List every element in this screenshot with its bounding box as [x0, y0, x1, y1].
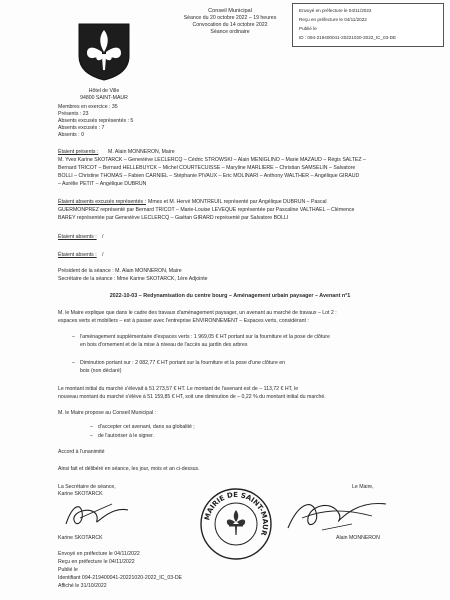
footer-note-1: Envoyé en préfecture le 04/11/2022: [58, 551, 140, 557]
bullet-1-line-1: l'aménagement supplémentaire d'espaces verts : 1 969,05 € HT portant sur la fourniture et la pose de clôture: [80, 334, 330, 340]
absents-label: Étaient absents :: [58, 252, 97, 258]
absents-excused-label: Étaient absents :: [58, 234, 97, 240]
session-date: Séance du 20 octobre 2022 – 19 heures: [183, 15, 277, 21]
stat-members: Membres en exercice : 35: [58, 104, 118, 110]
mayor-signature-title: Le Maire,: [352, 484, 374, 490]
presents-line-1: M. Alain MONNERON, Maire: [108, 149, 175, 155]
logo-caption-line-2: 94800 SAINT-MAUR: [80, 95, 128, 101]
represented-label: Étaient absents excusés représentés :: [58, 199, 146, 205]
stat-represented: Absents excusés représentés : 5: [58, 118, 134, 124]
stamp-line-1: Envoyé en préfecture le 04/11/2022: [299, 8, 372, 13]
footer-note-4: Identifiant 094-219400041-20221020-2022_IC_03-DE: [58, 575, 183, 581]
presents-label: Étaient présents :: [58, 149, 99, 155]
session-president: Président de la séance : M. Alain MONNERON, Maire: [58, 268, 182, 274]
bullet-dash-icon: –: [90, 433, 93, 439]
mayor-signature: [282, 494, 392, 538]
body-p1-line-2: espaces verts et mobiliers – est à passer avec l'entreprise ENVIRONNEMENT – Espaces verts, considérant :: [58, 318, 309, 324]
bullet-dash-icon: –: [72, 334, 75, 340]
bullet-dash-icon: –: [72, 360, 75, 366]
body-p2-line-2: nouveau montant du marché s'élève à 51 159,85 € HT, soit une diminution de – 0,22 % du montant initial du marché.: [58, 394, 326, 400]
secretary-name: Karine SKOTARCK: [58, 535, 103, 541]
mayor-proposal: M. le Maire propose au Conseil Municipal :: [58, 410, 157, 416]
stamp-line-3: Publié le: [299, 26, 317, 31]
represented-line-3: BAREY représentée par Geneviève LECLERCQ – Gaétan GIRARD représenté par Salvatore BOLLI: [58, 215, 289, 221]
mayor-name: Alain MONNERON: [336, 535, 380, 541]
fleur-de-lis-logo: [75, 22, 133, 82]
stat-excused: Absents excusés : 7: [58, 125, 105, 131]
stat-absent: Absents : 0: [58, 132, 84, 138]
convocation-date: Convocation du 14 octobre 2022: [192, 22, 268, 28]
represented-line-1: Mmes et M. Hervé MONTREUIL représenté par Angélique DUBRUN – Pascal: [148, 199, 327, 205]
bullet-1-line-2: en bois d'ornement et de la mise à niveau de l'accès au jardin des arbres: [80, 342, 248, 348]
prefecture-stamp-box: [292, 3, 444, 47]
council-title: Conseil Municipal: [208, 8, 252, 14]
bullet-2-line-2: bois (non déclaré): [80, 368, 122, 374]
presents-line-4: BOLLI – Christine THOMAS – Fabien CARNIEL – Stéphanie PIVAUX – Eric MOLINARI – Anthony WALTHER – Angélique GIRAUD: [58, 173, 360, 179]
closing-formula: Ainsi fait et délibéré en séance, les jour, mois et an ci-dessus.: [58, 466, 200, 472]
footer-note-2: Reçu en préfecture le 04/11/2022: [58, 559, 135, 565]
proposal-1: d'accepter cet avenant, dans sa globalité ;: [98, 424, 195, 430]
secretary-signature-subtitle: Karine SKOTARCK: [58, 491, 103, 497]
footer-note-5: Affiché le 31/10/2022: [58, 583, 107, 589]
logo-caption-line-1: Hôtel de Ville: [88, 88, 120, 94]
secretary-signature-title: La Secrétaire de séance,: [58, 484, 116, 490]
bullet-dash-icon: –: [90, 424, 93, 430]
seal-text: MAIRIE DE SAINT-MAUR: [203, 490, 270, 537]
body-p2-line-1: Le montant initial du marché s'élevait à 51 273,57 € HT. Le montant de l'avenant est de – 113,72 € HT, le: [58, 386, 299, 392]
session-type: Séance ordinaire: [210, 29, 250, 35]
secretary-signature: [62, 498, 132, 532]
absents-value: /: [102, 252, 104, 258]
bullet-2-line-1: Diminution portant sur : 2 082,77 € HT portant sur la fourniture et la pose d'une clôture en: [80, 360, 286, 366]
presents-line-5: – Aurélie PETIT – Angélique DUBRUN: [58, 181, 147, 187]
proposal-2: de l'autoriser à le signer.: [98, 433, 155, 439]
absents-excused-value: /: [102, 234, 104, 240]
stamp-line-4: ID : 094-219400041-20221020-2022_IC_03-DE: [299, 35, 397, 40]
stat-present: Présents : 23: [58, 111, 89, 117]
town-seal-stamp: [198, 486, 274, 562]
session-secretary: Secrétaire de la séance : Mme Karine SKOTARCK, 1ère Adjointe: [58, 276, 208, 282]
footer-note-3: Publié le: [58, 567, 78, 573]
body-p1-line-1: M. le Maire explique que dans le cadre des travaux d'aménagement paysager, un avenant au marché de travaux – Lot 2 :: [58, 310, 337, 316]
presents-line-2: M. Yves Karine SKOTARCK – Geneviève LECLERCQ – Cédric STROWSKI – Alain MENIGLINO – Marie MAZAUD – Régis SALTEZ –: [58, 157, 366, 163]
stamp-line-2: Reçu en préfecture le 04/11/2022: [299, 17, 367, 22]
vote-result: Accord à l'unanimité: [58, 449, 105, 455]
represented-line-2: GUERMONPREZ représenté par Bernard TRICOT – Marie-Louise LEVEQUE représentée par Pascaline VALTHAEL – Clémence: [58, 207, 355, 213]
deliberation-title: 2022-10-03 – Redynamisation du centre bourg – Aménagement urbain paysager – Avenant n°1: [109, 293, 351, 299]
presents-line-3: Bernard TRICOT – Bernard HELLEBUYCK – Michel COURTECUISSE – Maryline MARLIERE – Christian SAMSELIN – Salvatore: [58, 165, 356, 171]
